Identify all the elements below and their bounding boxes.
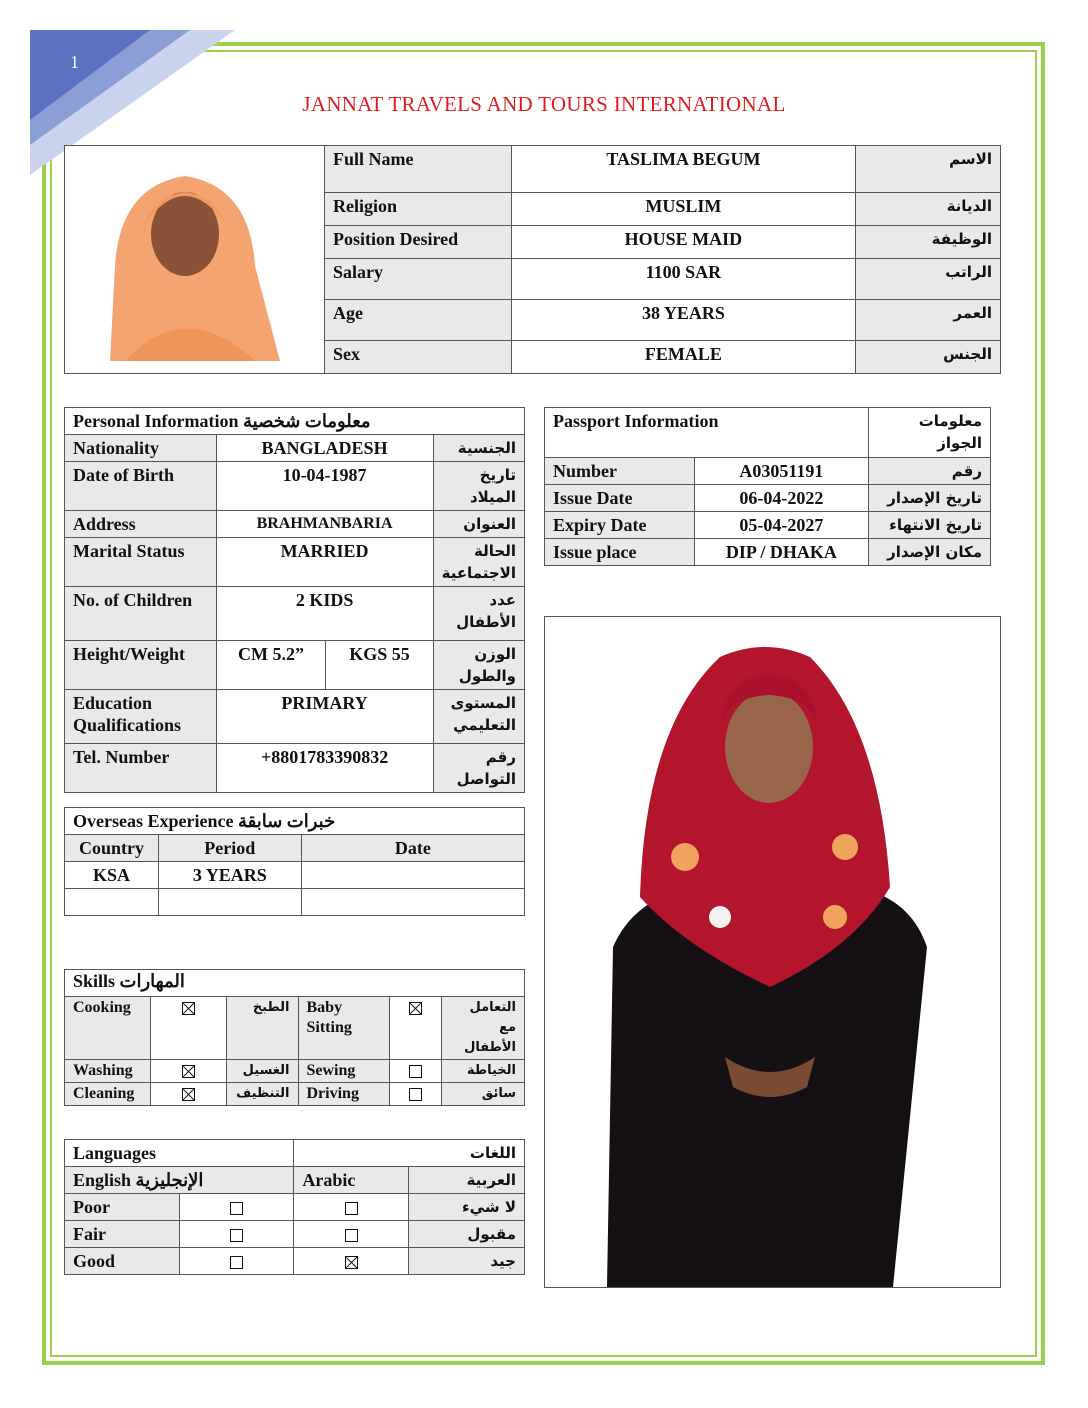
- skill-driving-ar: سائق: [442, 1083, 525, 1106]
- tel-label: Tel. Number: [65, 744, 217, 793]
- lang-level-poor-ar: لا شيء: [409, 1194, 525, 1221]
- skill-washing-checkbox[interactable]: [150, 1060, 226, 1083]
- position-ar: الوظيفة: [856, 226, 1001, 259]
- marital-ar: الحالة الاجتماعية: [433, 538, 524, 587]
- unchecked-box-icon: [230, 1229, 243, 1242]
- passport-number-label: Number: [545, 458, 695, 485]
- skills-table: [64, 969, 525, 1106]
- issue-date-ar: تاريخ الإصدار: [869, 485, 991, 512]
- header-table: [64, 145, 1001, 374]
- lang-level-good-ar: جيد: [409, 1248, 525, 1275]
- skill-sewing-checkbox[interactable]: [390, 1060, 442, 1083]
- portrait-photo: [65, 146, 323, 368]
- language-english: English الإنجليزية: [65, 1167, 294, 1194]
- checked-box-icon: [409, 1002, 422, 1015]
- full-name-ar: الاسم: [856, 146, 1001, 193]
- marital-label: Marital Status: [65, 538, 217, 587]
- dob-label: Date of Birth: [65, 462, 217, 511]
- full-body-photo-frame: [544, 616, 1001, 1288]
- skill-sewing-ar: الخياطة: [442, 1060, 525, 1083]
- dob-ar: تاريخ الميلاد: [433, 462, 524, 511]
- issue-date-label: Issue Date: [545, 485, 695, 512]
- skill-cooking-checkbox[interactable]: [150, 997, 226, 1060]
- unchecked-box-icon: [409, 1065, 422, 1078]
- children-ar: عدد الأطفال: [433, 587, 524, 641]
- nationality-label: Nationality: [65, 435, 217, 462]
- personal-info-title: Personal Information معلومات شخصية: [65, 408, 525, 435]
- arabic-good-checkbox[interactable]: [294, 1248, 409, 1275]
- overseas-header-date: Date: [301, 835, 524, 862]
- arabic-fair-checkbox[interactable]: [294, 1221, 409, 1248]
- overseas-period: 3 YEARS: [158, 862, 301, 889]
- age-label: Age: [324, 300, 511, 341]
- overseas-date: [301, 862, 524, 889]
- height-weight-label: Height/Weight: [65, 641, 217, 690]
- skill-driving-label: Driving: [298, 1083, 390, 1106]
- overseas-title: Overseas Experience خبرات سابقة: [65, 808, 525, 835]
- issue-place-label: Issue place: [545, 539, 695, 566]
- position-value: HOUSE MAID: [511, 226, 855, 259]
- english-fair-checkbox[interactable]: [179, 1221, 294, 1248]
- lang-level-fair-ar: مقبول: [409, 1221, 525, 1248]
- skill-babysitting-checkbox[interactable]: [390, 997, 442, 1060]
- tel-ar: رقم التواصل: [433, 744, 524, 793]
- skill-sewing-label: Sewing: [298, 1060, 390, 1083]
- skill-babysitting-ar: التعامل مع الأطفال: [442, 997, 525, 1060]
- skill-cleaning-checkbox[interactable]: [150, 1083, 226, 1106]
- overseas-empty-cell: [158, 889, 301, 916]
- languages-title-ar: اللغات: [294, 1140, 525, 1167]
- skills-title: Skills المهارات: [65, 970, 525, 997]
- address-ar: العنوان: [433, 511, 524, 538]
- personal-info-table: [64, 407, 525, 793]
- overseas-country: KSA: [65, 862, 159, 889]
- skill-driving-checkbox[interactable]: [390, 1083, 442, 1106]
- overseas-empty-cell: [65, 889, 159, 916]
- lang-level-fair: Fair: [65, 1221, 180, 1248]
- full-name-value: TASLIMA BEGUM: [511, 146, 855, 193]
- children-value: 2 KIDS: [216, 587, 433, 641]
- skill-babysitting-label: Baby Sitting: [298, 997, 390, 1060]
- expiry-date-value: 05-04-2027: [694, 512, 869, 539]
- salary-label: Salary: [324, 258, 511, 299]
- address-label: Address: [65, 511, 217, 538]
- education-label: Education Qualifications: [65, 690, 217, 744]
- religion-ar: الديانة: [856, 193, 1001, 226]
- skill-cleaning-label: Cleaning: [65, 1083, 151, 1106]
- checked-box-icon: [182, 1065, 195, 1078]
- children-label: No. of Children: [65, 587, 217, 641]
- checked-box-icon: [182, 1088, 195, 1101]
- dob-value: 10-04-1987: [216, 462, 433, 511]
- company-title: JANNAT TRAVELS AND TOURS INTERNATIONAL: [302, 92, 786, 116]
- skill-washing-ar: الغسيل: [226, 1060, 298, 1083]
- language-arabic: Arabic: [294, 1167, 409, 1194]
- unchecked-box-icon: [230, 1256, 243, 1269]
- overseas-header-period: Period: [158, 835, 301, 862]
- languages-table: [64, 1139, 525, 1275]
- sex-ar: الجنس: [856, 341, 1001, 374]
- lang-level-poor: Poor: [65, 1194, 180, 1221]
- issue-date-value: 06-04-2022: [694, 485, 869, 512]
- age-value: 38 YEARS: [511, 300, 855, 341]
- sex-value: FEMALE: [511, 341, 855, 374]
- issue-place-ar: مكان الإصدار: [869, 539, 991, 566]
- overseas-table: [64, 807, 525, 916]
- height-weight-ar: الوزن والطول: [433, 641, 524, 690]
- arabic-poor-checkbox[interactable]: [294, 1194, 409, 1221]
- passport-number-ar: رقم: [869, 458, 991, 485]
- marital-value: MARRIED: [216, 538, 433, 587]
- english-good-checkbox[interactable]: [179, 1248, 294, 1275]
- passport-title-ar: معلومات الجواز: [869, 408, 991, 458]
- unchecked-box-icon: [230, 1202, 243, 1215]
- checked-box-icon: [182, 1002, 195, 1015]
- education-value: PRIMARY: [216, 690, 433, 744]
- tel-value: +8801783390832: [216, 744, 433, 793]
- passport-table: [544, 407, 991, 566]
- education-ar: المستوى التعليمي: [433, 690, 524, 744]
- nationality-value: BANGLADESH: [216, 435, 433, 462]
- passport-number-value: A03051191: [694, 458, 869, 485]
- skill-cleaning-ar: التنظيف: [226, 1083, 298, 1106]
- address-value: BRAHMANBARIA: [216, 511, 433, 538]
- unchecked-box-icon: [345, 1202, 358, 1215]
- overseas-empty-cell: [301, 889, 524, 916]
- height-value: CM 5.2”: [216, 641, 326, 690]
- weight-value: KGS 55: [326, 641, 433, 690]
- issue-place-value: DIP / DHAKA: [694, 539, 869, 566]
- unchecked-box-icon: [409, 1088, 422, 1101]
- checked-box-icon: [345, 1256, 358, 1269]
- languages-title: Languages: [65, 1140, 294, 1167]
- english-poor-checkbox[interactable]: [179, 1194, 294, 1221]
- position-label: Position Desired: [324, 226, 511, 259]
- overseas-header-country: Country: [65, 835, 159, 862]
- full-body-photo: [545, 617, 1000, 1287]
- skill-washing-label: Washing: [65, 1060, 151, 1083]
- portrait-photo-cell: [65, 146, 325, 374]
- skill-cooking-ar: الطبخ: [226, 997, 298, 1060]
- lang-level-good: Good: [65, 1248, 180, 1275]
- salary-value: 1100 SAR: [511, 258, 855, 299]
- passport-title: Passport Information: [545, 408, 869, 458]
- full-name-label: Full Name: [324, 146, 511, 193]
- expiry-date-ar: تاريخ الانتهاء: [869, 512, 991, 539]
- age-ar: العمر: [856, 300, 1001, 341]
- skill-cooking-label: Cooking: [65, 997, 151, 1060]
- religion-label: Religion: [324, 193, 511, 226]
- unchecked-box-icon: [345, 1229, 358, 1242]
- salary-ar: الراتب: [856, 258, 1001, 299]
- nationality-ar: الجنسية: [433, 435, 524, 462]
- religion-value: MUSLIM: [511, 193, 855, 226]
- expiry-date-label: Expiry Date: [545, 512, 695, 539]
- language-arabic-ar: العربية: [409, 1167, 525, 1194]
- page-number: 1: [70, 52, 79, 72]
- sex-label: Sex: [324, 341, 511, 374]
